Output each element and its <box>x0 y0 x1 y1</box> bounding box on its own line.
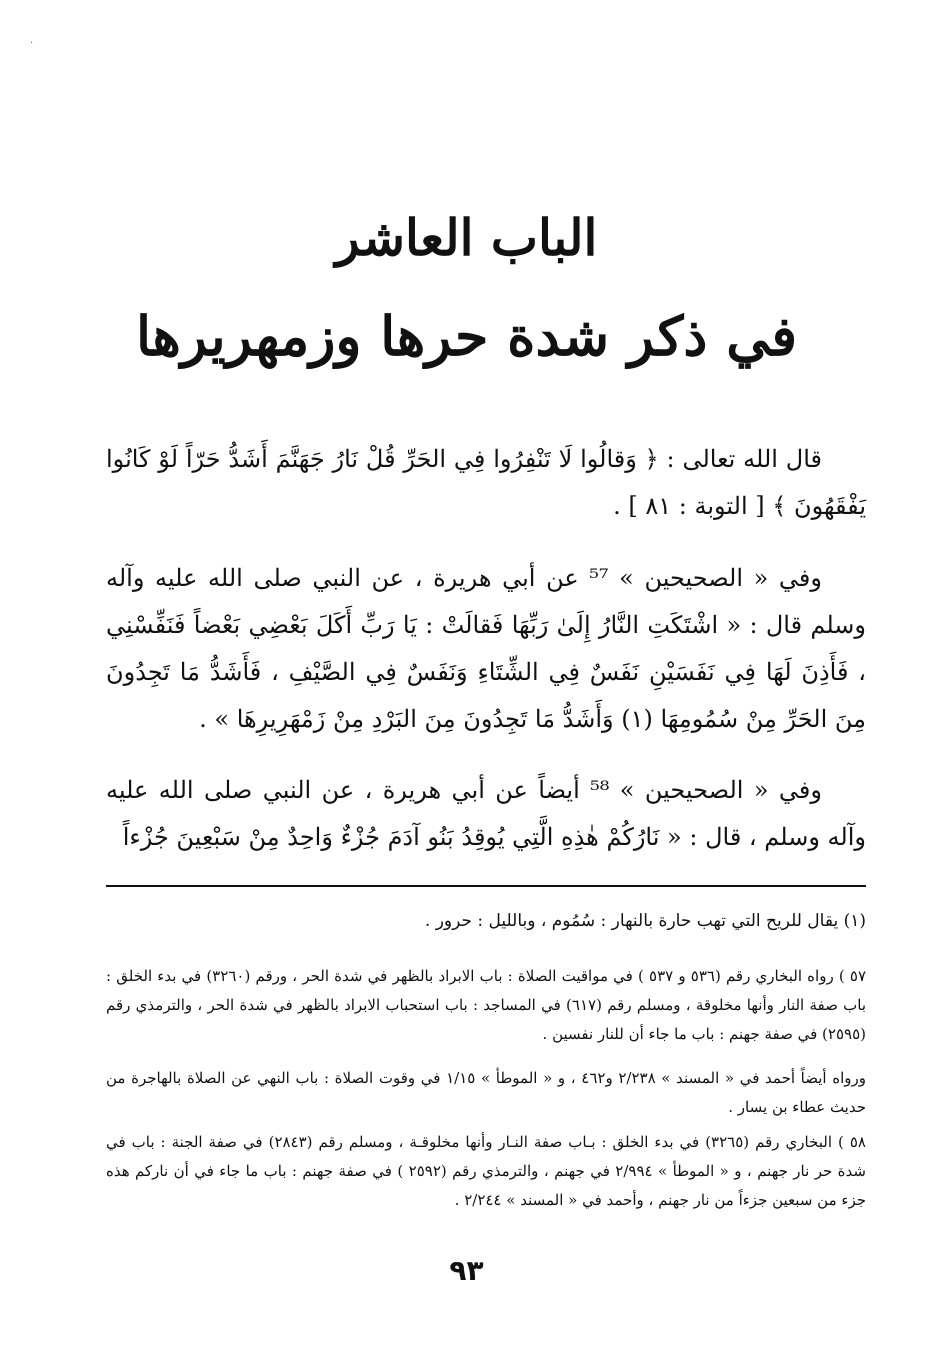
paragraph-hadith-57: وفي « الصحيحين » ⁵⁷ عن أبي هريرة ، عن النبي صلى الله عليه وآله وسلم قال : « اشْتَكَتِ النَّارُ إِلَىٰ رَبِّهَا فَقالَتْ : يَا رَبِّ أَكَلَ بَعْضِي بَعْضاً فَنَفِّسْنِي ، فَأَذِنَ لَهَا فِي نَفَسَيْنِ نَفَسٌ فِي الشِّتَاءِ وَنَفَسٌ فِي الصَّيْفِ ، فَأَشَدُّ مَا تَجِدُونَ مِنَ الحَرِّ مِنْ سُمُومِهَا (١) وَأَشَدُّ مَا تَجِدُونَ مِنَ البَرْدِ مِنْ زَمْهَرِيرِهَا » . <box>106 564 866 733</box>
chapter-subtitle: في ذكر شدة حرها وزمهريرها <box>135 304 798 368</box>
chapter-title: الباب العاشر <box>335 208 598 267</box>
footnote-58: ٥٨ ) البخاري رقم (٣٢٦٥) في بدء الخلق : بـاب صفة النـار وأنها مخلوقـة ، ومسلم رقم (٢٨٤٣) في صفة الجنة : باب في شدة حر نار جهنم ، و « الموطأ » ٢/٩٩٤ في جهنم ، والترمذي رقم (٢٥٩٢ ) في صفة جهنم : باب ما جاء في أن ناركم هذه جزء من سبعين جزءاً من نار جهنم ، وأحمد في « المسند » ٢/٢٤٤ . <box>106 1133 866 1209</box>
margin-speck: · <box>30 38 34 49</box>
paragraph-hadith-58: وفي « الصحيحين » ⁵⁸ أيضاً عن أبي هريرة ، عن النبي صلى الله عليه وآله وسلم ، قال : « نَارُكُمْ هٰذِهِ الَّتِي يُوقِدُ بَنُو آدَمَ جُزْءٌ وَاحِدٌ مِنْ سَبْعِينَ جُزْءاً <box>106 776 866 851</box>
footnote-57-continued: ورواه أيضاً أحمد في « المسند » ٢/٢٣٨ و٤٦٢ ، و « الموطأ » ١/١٥ في وقوت الصلاة : باب النهي عن الصلاة بالهاجرة من حديث عطاء بن يسار . <box>106 1069 867 1116</box>
footnote-divider <box>106 885 866 887</box>
footnote-1: (١) يقال للريح التي تهب حارة بالنهار : سُمُوم ، وبالليل : حرور . <box>424 911 866 931</box>
footnote-57: ٥٧ ) رواه البخاري رقم (٥٣٦ و ٥٣٧ ) في مواقيت الصلاة : باب الابراد بالظهر في شدة الحر ، ورقم (٣٢٦٠) في بدء الخلق : باب صفة النار وأنها مخلوقة ، ومسلم رقم (٦١٧) في المساجد : باب استحباب الابراد بالظهر في شدة الحر ، والترمذي رقم (٢٥٩٥) في صفة جهنم : باب ما جاء أن للنار نفسين . <box>106 967 867 1043</box>
paragraph-quran-verse: قال الله تعالى : ﴿ وَقالُوا لَا تَنْفِرُوا فِي الحَرِّ قُلْ نَارُ جَهَنَّمَ أَشَدُّ حَرّاً لَوْ كَانُوا يَفْقَهُونَ ﴾ [ التوبة : ٨١ ] . <box>106 445 866 520</box>
page-number: ٩٣ <box>449 1254 484 1287</box>
